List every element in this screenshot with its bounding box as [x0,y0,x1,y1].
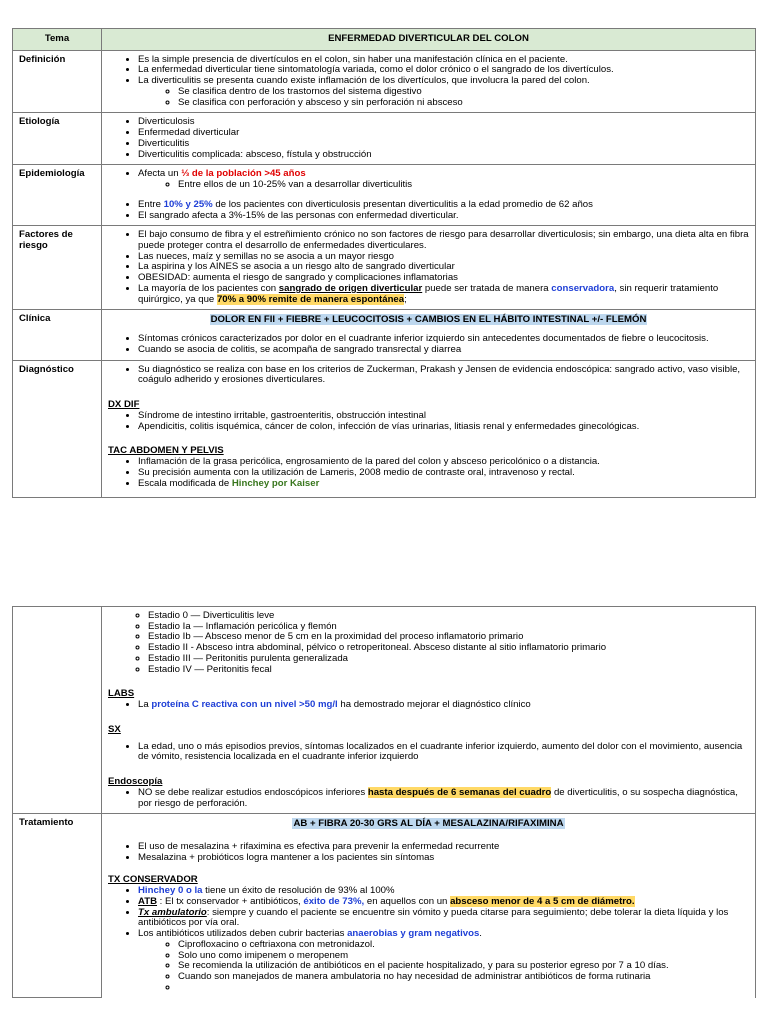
list-item: • Entre 10% y 25% de los pacientes con diverticulosis presentan diverticulitis a la edad promedio de 62 años [138,200,749,211]
list-item: • Inflamación de la grasa pericólica, engrosamiento de la pared del colon y absceso pericolónico o a distancia. [138,457,749,468]
section-endoscopia: Endoscopía [108,776,163,788]
highlight-yellow: hasta después de 6 semanas del cuadro [367,786,552,798]
list-item: • Las nueces, maíz y semillas no se asocia a un mayor riesgo [138,252,749,263]
list-item: • Enfermedad diverticular [138,128,749,139]
list-item: • Los antibióticos utilizados deben cubrir bacterias anaerobias y gram negativos. ◦ Ciprofloxacino o ceftriaxona con metronidazol. ◦ Solo uno como imipenem o meropenem ◦ Se recomienda la utilización de antibióticos en el paciente hospitalizado, y para su posterior egreso por 7 a 10 días. ◦ Cuando son manejados de manera ambulatoria no hay necesidad de administrar antibióticos de forma rutinaria ◦ [138,929,749,993]
list-item: • La enfermedad diverticular tiene sintomatología variada, como el dolor crónico o el sangrado de los divertículos. [138,65,749,76]
list-item: • La aspirina y los AINES se asocia a un riesgo alto de sangrado diverticular [138,262,749,273]
sub-list-item: ◦ Estadio 0 — Diverticulitis leve [148,611,749,622]
topic-tratamiento: Tratamiento [13,814,102,998]
header-title: ENFERMEDAD DIVERTICULAR DEL COLON [102,29,756,51]
sub-list-item: ◦ Ciprofloxacino o ceftriaxona con metronidazol. [178,940,749,951]
list-item: • Es la simple presencia de divertículos en el colon, sin haber una manifestación clínica en el paciente. [138,55,749,66]
list-item: • Escala modificada de Hinchey por Kaiser [138,479,749,490]
list-item: • Diverticulitis [138,139,749,150]
sub-list-item: ◦ Cuando son manejados de manera ambulatoria no hay necesidad de administrar antibióticos de forma rutinaria [178,972,749,983]
sub-list-item: ◦ Se recomienda la utilización de antibióticos en el paciente hospitalizado, y para su posterior egreso por 7 a 10 días. [178,961,749,972]
topic-diagnostico: Diagnóstico [13,360,102,498]
list-item: • Cuando se asocia de colitis, se acompaña de sangrado transrectal y diarrea [138,345,749,356]
header-row [13,29,756,51]
list-item: • Síndrome de intestino irritable, gastroenteritis, obstrucción intestinal [138,411,749,422]
row-epidemiologia [13,165,756,226]
page1-table [12,28,756,498]
list-item: • La edad, uno o más episodios previos, síntomas localizados en el cuadrante inferior izquierdo, aumento del dolor con el movimiento, ausencia de vómito, resistencia localizada en el cuadrante inferior izquierdo [138,742,749,763]
section-dxdif: DX DIF [108,399,140,411]
list-item: • El sangrado afecta a 3%-15% de las personas con enfermedad diverticular. [138,211,749,222]
sub-list-item [178,983,749,994]
sub-list-item: ◦ Estadio Ia — Inflamación pericólica y flemón [148,622,749,633]
list-item: • Apendicitis, colitis isquémica, cáncer de colon, infección de vías urinarias, litiasis renal y enfermedades ginecológicas. [138,422,749,433]
list-item: • Su diagnóstico se realiza con base en los criterios de Zuckerman, Prakash y Jensen de evidencia endoscópica: sangrado activo, vaso visible, coágulo adherido y erosiones diverticulares. [138,365,749,386]
sub-list-item: ◦ Estadio II - Absceso intra abdominal, pélvico o retroperitoneal. Absceso distante al sitio inflamatorio primario [148,643,749,654]
sub-list-item: ◦ Se clasifica con perforación y absceso y sin perforación ni absceso [178,98,749,109]
highlight-yellow: absceso menor de 4 a 5 cm de diámetro. [450,895,635,907]
list-item: • Tx ambulatorio: siempre y cuando el paciente se encuentre sin vómito y pueda citarse para seguimiento; debe tolerar la dieta líquida y los antibióticos por vía oral. [138,908,749,929]
sub-list-item: ◦ Se clasifica dentro de los trastornos del sistema digestivo [178,87,749,98]
list-item: • El uso de mesalazina + rifaximina es efectiva para prevenir la enfermedad recurrente [138,842,749,853]
tratamiento-banner: AB + FIBRA 20-30 GRS AL DÍA + MESALAZINA/RIFAXIMINA [293,818,564,830]
row-etiologia [13,113,756,165]
highlight-red: ⅓ de la población >45 años [181,168,306,180]
list-item: • OBESIDAD: aumenta el riesgo de sangrado y complicaciones inflamatorias [138,273,749,284]
list-item: • Diverticulitis complicada: absceso, fístula y obstrucción [138,150,749,161]
sub-list-item: ◦ Entre ellos de un 10-25% van a desarrollar diverticulitis [178,180,749,191]
content-diagnostico [102,360,756,498]
list-item: • Síntomas crónicos caracterizados por dolor en el cuadrante inferior izquierdo sin antecedentes documentados de fiebre o leucocitosis. [138,334,749,345]
row-clinica [13,310,756,360]
list-item: • ATB : El tx conservador + antibióticos, éxito de 73%, en aquellos con un absceso menor de 4 a 5 cm de diámetro. [138,897,749,908]
list-item: • NO se debe realizar estudios endoscópicos inferiores hasta después de 6 semanas del cuadro de diverticulitis, o su sospecha diagnóstica, por riesgo de perforación. [138,788,749,809]
clinica-banner: DOLOR EN FII + FIEBRE + LEUCOCITOSIS + CAMBIOS EN EL HÁBITO INTESTINAL +/- FLEMÓN [210,314,647,326]
section-sx: SX [108,723,121,735]
sub-list-item: ◦ Estadio III — Peritonitis purulenta generalizada [148,654,749,665]
sub-list-item: ◦ Solo uno como imipenem o meropenem [178,951,749,962]
topic-epidemiologia: Epidemiología [13,165,102,226]
row-factores [13,226,756,310]
topic-etiologia: Etiología [13,113,102,165]
header-topic: Tema [13,29,102,51]
topic-clinica: Clínica [13,310,102,360]
content-clinica [102,310,756,360]
section-tac: TAC ABDOMEN Y PELVIS [108,445,224,457]
page2-table [12,606,756,998]
sub-list-item: ◦ Estadio IV — Peritonitis fecal [148,665,749,676]
topic-empty [13,607,102,814]
list-item: • El bajo consumo de fibra y el estreñimiento crónico no son factores de riesgo para desarrollar diverticulosis; sin embargo, una dieta alta en fibra puede proteger contra el desarrollo de enfermedades diverticulares. [138,230,749,251]
row-definicion [13,50,756,113]
list-item: • Afecta un ⅓ de la población >45 años ◦ Entre ellos de un 10-25% van a desarrollar diverticulitis [138,169,749,190]
content-tratamiento [102,814,756,998]
list-item: • Hinchey 0 o la tiene un éxito de resolución de 93% al 100% [138,886,749,897]
list-item: • La mayoría de los pacientes con sangrado de origen diverticular puede ser tratada de manera conservadora, sin requerir tratamiento quirúrgico, ya que 70% a 90% remite de manera espontánea; [138,284,749,305]
highlight-yellow: 70% a 90% remite de manera espontánea [216,293,405,305]
content-etiologia [102,113,756,165]
content-factores [102,226,756,310]
content-epidemiologia [102,165,756,226]
row-tratamiento [13,814,756,998]
list-item: • La proteína C reactiva con un nivel >50 mg/l ha demostrado mejorar el diagnóstico clínico [138,700,749,711]
topic-definicion: Definición [13,50,102,113]
list-item: • Diverticulosis [138,117,749,128]
section-labs: LABS [108,688,135,700]
highlight-green: Hinchey por Kaiser [231,477,320,489]
sub-list-item: ◦ Estadio Ib — Absceso menor de 5 cm en la proximidad del proceso inflamatorio primario [148,632,749,643]
list-item: • Mesalazina + probióticos logra mantener a los pacientes sin síntomas [138,853,749,864]
list-item: • Su precisión aumenta con la utilización de Lameris, 2008 medio de contraste oral, intravenoso y rectal. [138,468,749,479]
row-diagnostico [13,360,756,498]
content-definicion [102,50,756,113]
list-item: • La diverticulitis se presenta cuando existe inflamación de los divertículos, que involucra la pared del colon. ◦ Se clasifica dentro de los trastornos del sistema digestivo ◦ Se clasifica con perforación y absceso y sin perforación ni absceso [138,76,749,108]
content-diagnostico-cont [102,607,756,814]
highlight-blue: 10% y 25% [163,198,213,210]
section-tx-conservador: TX CONSERVADOR [108,874,198,886]
row-diagnostico-cont [13,607,756,814]
topic-factores: Factores de riesgo [13,226,102,310]
